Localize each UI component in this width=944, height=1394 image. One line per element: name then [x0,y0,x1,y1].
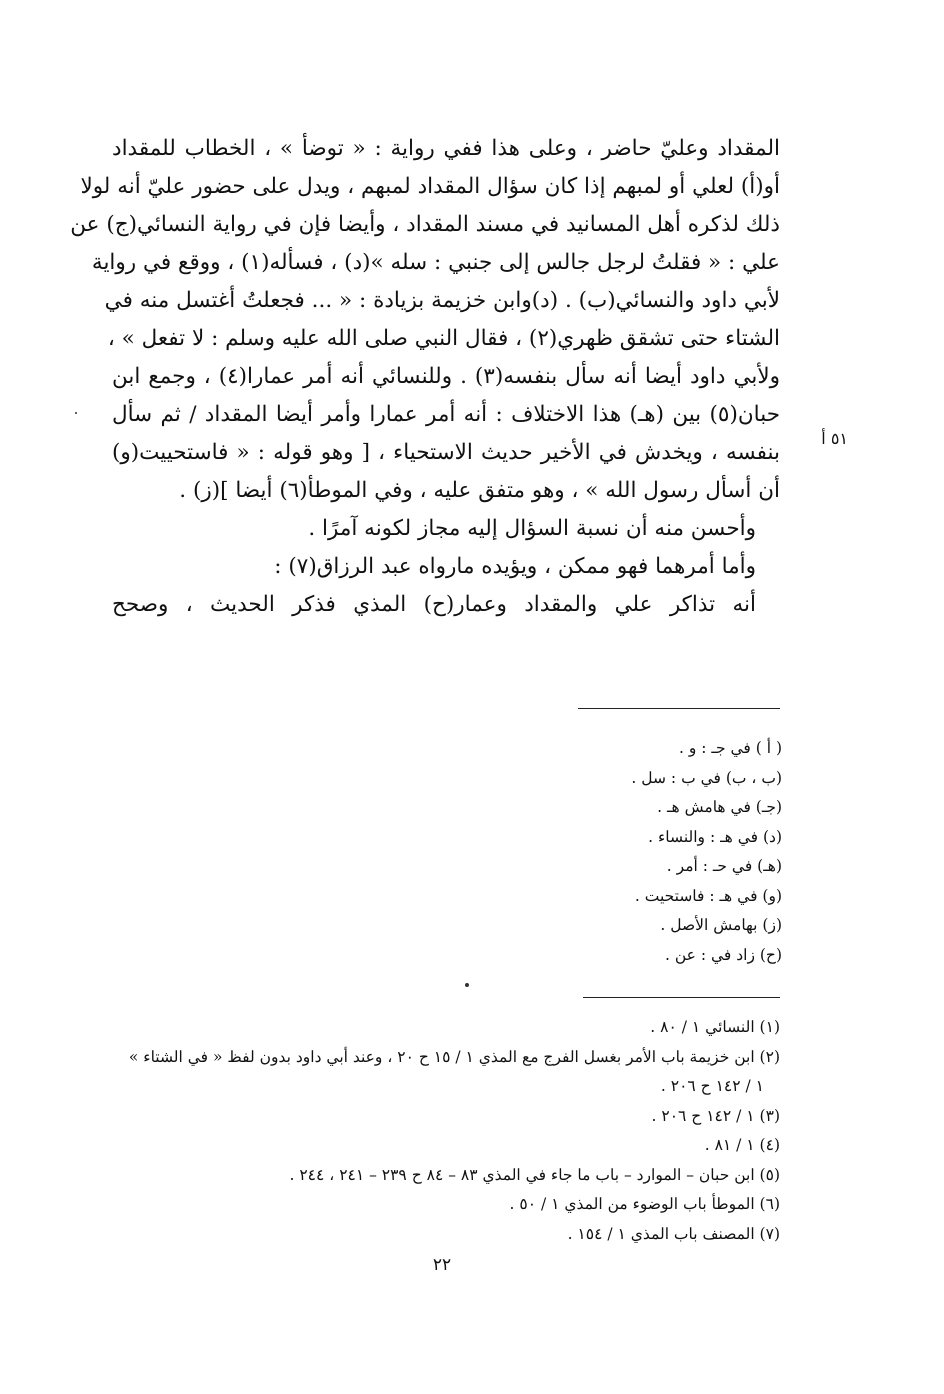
main-text-line: أنه تذاكر علي والمقداد وعمار(ح) المذي فذكر الحديث ، وصحح [112,592,756,617]
main-text-line: لأبي داود والنسائي(ب) . (د)وابن خزيمة بزيادة : « ... فجعلتُ أغتسل منه في [104,288,780,313]
scan-speck [75,412,77,414]
variant-footnote: (ح) زاد في : عن . [665,945,782,964]
variant-footnote: (د) في هـ : والنساء . [648,827,782,846]
main-text-line: ذلك لذكره أهل المسانيد في مسند المقداد ، وأيضا فإن في رواية النسائي(ج) عن [70,212,780,237]
variant-footnote: (ز) بهامش الأصل . [660,916,782,934]
source-footnote: (٥) ابن حبان – الموارد – باب ما جاء في المذي ٨٣ – ٨٤ ح ٢٣٩ – ٢٤١ ، ٢٤٤ . [289,1165,780,1184]
source-footnote: (٢) ابن خزيمة باب الأمر بغسل الفرج مع المذي ١ / ١٥ ح ٢٠ ، وعند أبي داود بدون لفظ « في الشتاء » [128,1047,780,1066]
source-footnote: (٣) ١ / ١٤٢ ح ٢٠٦ . [651,1106,780,1125]
variant-footnote: (جـ) في هامش هـ . [657,798,782,816]
main-text-line: ولأبي داود أيضا أنه سأل بنفسه(٣) . وللنسائي أنه أمر عمارا(٤) ، وجمع ابن [112,364,780,389]
main-text-line: أو(أ) لعلي أو لمبهم إذا كان سؤال المقداد لمبهم ، ويدل على حضور عليّ أنه لولا [80,174,780,199]
footnote-divider-variants [578,708,780,709]
variant-footnote: (ب ، ب) في ب : سل . [631,768,782,787]
source-footnote: (٧) المصنف باب المذي ١ / ١٥٤ . [567,1224,780,1243]
source-footnote: (٤) ١ / ٨١ . [704,1136,780,1154]
margin-folio-note: ٥١ أ [821,429,848,448]
main-text-line: وأما أمرهما فهو ممكن ، ويؤيده مارواه عبد الرزاق(٧) : [274,554,756,579]
main-text-block [70,130,780,624]
footnote-divider-sources [583,997,780,998]
source-footnote: (١) النسائي ١ / ٨٠ . [650,1018,780,1036]
main-text-line: علي : « فقلتُ لرجل جالس إلى جنبي : سله »(د) ، فسأله(١) ، ووقع في رواية [91,250,780,275]
source-footnote-continuation: ١ / ١٤٢ ح ٢٠٦ . [660,1077,764,1095]
main-text-line: بنفسه ، ويخدش في الأخير حديث الاستحياء ، [ وهو قوله : « فاستحييت(و) [112,440,780,465]
main-text-line: أن أسأل رسول الله » ، وهو متفق عليه ، وفي الموطأ(٦) أيضا ](ز) . [179,478,780,503]
main-text-line: المقداد وعليّ حاضر ، وعلى هذا ففي رواية : « توضأ » ، الخطاب للمقداد [112,136,780,161]
variant-footnote: (هـ) في حـ : أمر . [666,857,782,875]
main-text-line: الشتاء حتى تشقق ظهري(٢) ، فقال النبي صلى الله عليه وسلم : لا تفعل » ، [107,326,780,351]
variant-footnotes [382,734,782,970]
variant-footnote: ( أ ) في جـ : و . [679,739,782,757]
main-text-line: وأحسن منه أن نسبة السؤال إليه مجاز لكونه آمرًا . [308,516,756,541]
page-number: ٢٢ [432,1255,452,1275]
source-footnotes [112,1013,780,1249]
main-text-line: حبان(٥) بين (هـ) هذا الاختلاف : أنه أمر عمارا وأمر أيضا المقداد / ثم سأل [112,402,780,427]
variant-footnote: (و) في هـ : فاستحيت . [634,886,782,905]
source-footnote: (٦) الموطأ باب الوضوء من المذي ١ / ٥٠ . [509,1195,780,1213]
scan-speck [465,983,469,987]
